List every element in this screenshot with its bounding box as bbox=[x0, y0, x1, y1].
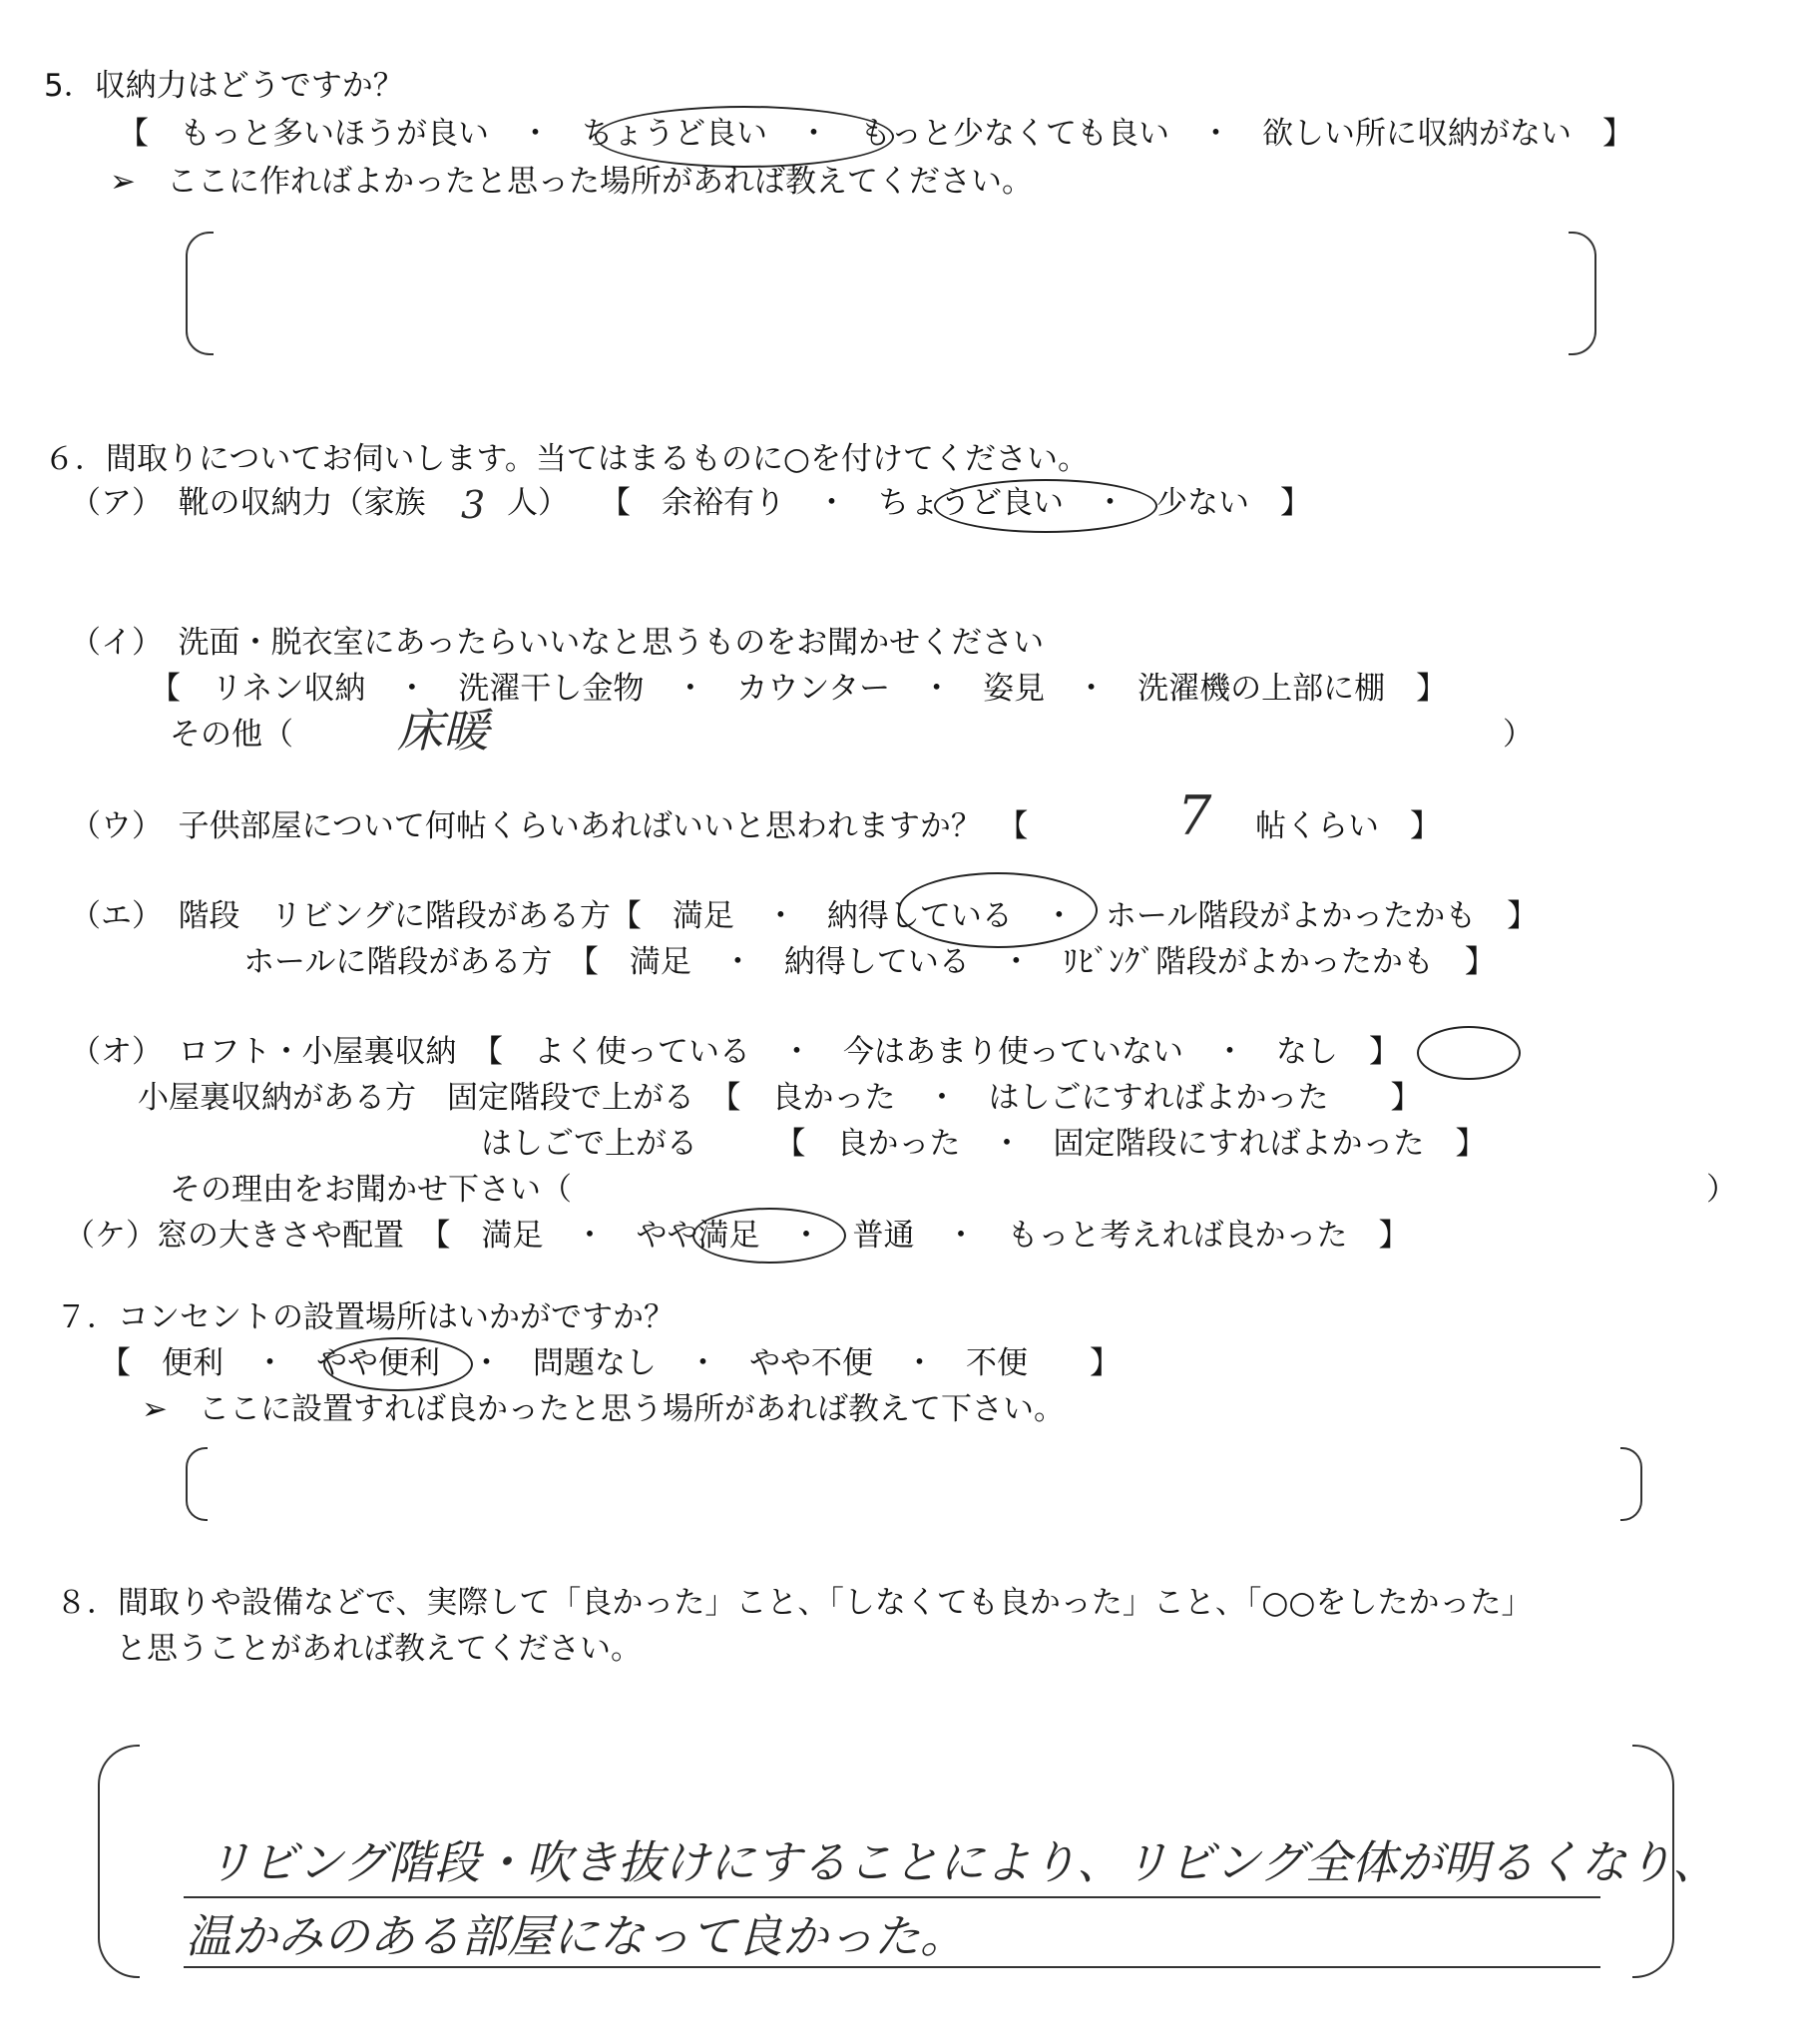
q6-title: ６．間取りについてお伺いします。当てはまるものに○を付けてください。 bbox=[44, 441, 1089, 477]
q5-title: 5．収納力はどうですか？ bbox=[44, 68, 404, 104]
q7-bracket-left bbox=[186, 1447, 208, 1521]
q6-o-row3: はしごで上がる 【 良かった ・ 固定階段にすればよかった 】 bbox=[481, 1126, 1487, 1162]
q5-bracket-right bbox=[1569, 232, 1596, 355]
q6-o-reason-label: その理由をお聞かせ下さい（ bbox=[170, 1172, 572, 1208]
q6-o-row1: （オ） ロフト・小屋裏収納 【 よく使っている ・ 今はあまり使っていない ・ なし 】 bbox=[70, 1034, 1400, 1070]
q6-i-other-label: その他（ bbox=[170, 717, 293, 753]
q6-i-title: （イ） 洗面・脱衣室にあったらいいなと思うものをお聞かせください bbox=[70, 625, 1045, 661]
q8-answer-line1: リビング階段・吹き抜けにすることにより、リビング全体が明るくなり、 bbox=[206, 1835, 1719, 1889]
q6-i-other-close: ） bbox=[1503, 717, 1534, 753]
q6-o-row2: 小屋裏収納がある方 固定階段で上がる 【 良かった ・ はしごにすればよかった 】 bbox=[138, 1080, 1422, 1116]
q6-i-options: 【 リネン収納 ・ 洗濯干し金物 ・ カウンター ・ 姿見 ・ 洗濯機の上部に棚 】 bbox=[150, 671, 1448, 707]
q6-u-right: 帖くらい 】 bbox=[1255, 808, 1441, 844]
q8-answer-rule-1 bbox=[184, 1896, 1600, 1898]
q7-sub-prompt: ➢ ここに設置すれば良かったと思う場所があれば教えて下さい。 bbox=[142, 1391, 1065, 1427]
q6-e-row1: （エ） 階段 リビングに階段がある方【 満足 ・ 納得している ・ ホール階段がよかったかも 】 bbox=[70, 898, 1539, 934]
q5-circle-mark bbox=[595, 106, 894, 168]
q8-title-line2: と思うことがあれば教えてください。 bbox=[116, 1631, 642, 1667]
q8-answer-rule-2 bbox=[184, 1966, 1600, 1968]
q6-e-circle-mark bbox=[898, 872, 1098, 948]
q6-a-circle-mark bbox=[934, 479, 1157, 533]
q6-i-other-value: 床暖 bbox=[397, 704, 489, 758]
q8-answer-line2: 温かみのある部屋になって良かった。 bbox=[186, 1909, 966, 1963]
q7-title: ７．コンセントの設置場所はいかがですか？ bbox=[56, 1299, 675, 1335]
q8-title-line1: ８．間取りや設備などで、実際して「良かった」こと、「しなくても良かった」こと、「○○をしたかった」 bbox=[56, 1585, 1533, 1621]
q7-circle-mark bbox=[323, 1337, 473, 1391]
q7-options: 【 便利 ・ やや便利 ・ 問題なし ・ やや不便 ・ 不便 】 bbox=[100, 1345, 1121, 1381]
q5-options: 【 もっと多いほうが良い ・ ちょうど良い ・ もっと少なくても良い ・ 欲しい所に収納がない 】 bbox=[118, 116, 1633, 152]
q7-bracket-right bbox=[1620, 1447, 1642, 1521]
q6-u-value: 7 bbox=[1177, 784, 1212, 847]
q6-a-right: 人） 【 余裕有り ・ ちょうど良い ・ 少ない 】 bbox=[507, 485, 1311, 521]
q5-bracket-left bbox=[186, 232, 214, 355]
q6-a-family-value: 3 bbox=[461, 483, 486, 527]
q5-sub-prompt: ➢ ここに作ればよかったと思った場所があれば教えてください。 bbox=[110, 164, 1033, 200]
q6-e-row2: ホールに階段がある方 【 満足 ・ 納得している ・ ﾘﾋﾞﾝｸﾞ階段がよかったかも 】 bbox=[243, 944, 1496, 980]
q6-o-reason-close: ） bbox=[1706, 1172, 1737, 1208]
q8-bracket-left bbox=[98, 1745, 140, 1978]
q6-a-left: （ア） 靴の収納力（家族 bbox=[70, 485, 426, 521]
q6-u-left: （ウ） 子供部屋について何帖くらいあればいいと思われますか？ 【 bbox=[70, 808, 1029, 844]
q6-o-circle-mark bbox=[1417, 1026, 1521, 1080]
q6-ke-row: （ケ）窓の大きさや配置 【 満足 ・ やや満足 ・ 普通 ・ もっと考えれば良かった 】 bbox=[64, 1218, 1410, 1254]
q6-ke-circle-mark bbox=[692, 1208, 846, 1264]
